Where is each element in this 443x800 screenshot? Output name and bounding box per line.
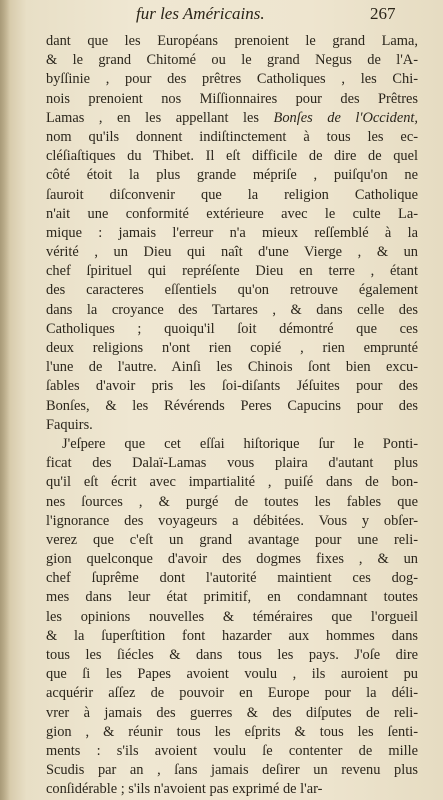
text-segment: vrer à jamais des guerres & des diſputes de reli- <box>46 704 418 721</box>
text-line <box>46 646 418 665</box>
text-segment: & la ſuperſtition font hazarder aux hommes dans <box>46 627 418 644</box>
running-title: fur les Américains. <box>136 4 265 23</box>
text-line <box>46 358 418 377</box>
text-line <box>46 742 418 761</box>
text-segment: n'ait une conformité extérieure avec le culte La- <box>46 205 418 222</box>
text-segment: Lamas , en les appellant les <box>46 109 274 126</box>
text-line <box>46 205 418 224</box>
text-line <box>46 493 418 512</box>
text-segment: nom qu'ils donnent indiſtinctement à tous les ec- <box>46 128 418 145</box>
body-text <box>46 32 418 800</box>
text-segment: cléſiaſtiques du Thibet. Il eſt difficile de dire de quel <box>46 148 418 165</box>
text-line <box>46 166 418 185</box>
text-line <box>46 70 418 89</box>
text-segment: gion , & réunir tous les eſprits & tous les ſenti- <box>46 723 418 740</box>
text-segment: Bonſes, & les Révérends Peres Capucins pour des <box>46 397 418 414</box>
text-line <box>46 454 418 473</box>
text-segment: Catholiques ; quoiqu'il ſoit démontré que ces <box>46 320 418 337</box>
text-line <box>46 224 418 243</box>
text-segment: tous les ſiécles & dans tous les pays. J'oſe dire <box>46 647 418 663</box>
text-line <box>46 320 418 339</box>
italic-text: Bonſes de l'Occident, <box>273 109 419 126</box>
text-line <box>46 90 418 109</box>
text-segment: deux religions n'ont rien copié , rien emprunté <box>46 340 418 356</box>
text-segment: côté étoit la plus grande mépriſe , puiſqu'on ne <box>46 167 418 184</box>
text-segment: J'eſpere que cet eſſai hiſtorique ſur le Ponti- <box>62 435 418 452</box>
text-segment: l'ignorance des voyageurs a débitées. Vous y obſer- <box>46 512 418 529</box>
text-line <box>46 550 418 569</box>
text-line <box>46 281 418 300</box>
running-head <box>0 4 443 30</box>
text-segment: mique : jamais l'erreur n'a mieux reſſemblé à la <box>46 224 418 241</box>
text-line <box>46 147 418 166</box>
paragraph <box>46 32 418 435</box>
text-segment: & le grand Chitomé ou le grand Negus de l'A- <box>46 52 418 69</box>
text-line <box>46 780 418 799</box>
text-line <box>46 588 418 607</box>
text-segment: conſidérable ; s'ils n'avoient pas exprimé de l'ar- <box>46 781 323 798</box>
text-line <box>46 377 418 396</box>
text-segment: vérité , un Dieu qui naît d'une Vierge , & un <box>46 244 418 261</box>
text-segment: verez que c'eſt un grand avantage pour une reli- <box>46 531 418 548</box>
text-segment: Scudis par an , ſans jamais deſirer un revenu plus <box>46 762 418 779</box>
text-line <box>46 704 418 723</box>
page-gutter-shadow <box>0 0 10 800</box>
text-line <box>46 627 418 646</box>
text-line <box>46 109 418 128</box>
text-line <box>46 665 418 684</box>
text-line <box>46 243 418 262</box>
text-line <box>46 339 418 358</box>
text-segment: dans la croyance des Tartares , & dans celle des <box>46 301 418 318</box>
text-segment: des caracteres eſſentiels qu'on retrouve également <box>46 282 418 299</box>
text-segment: byſſinie , pour des prêtres Catholiques , les Chi- <box>46 71 418 88</box>
text-segment: qu'il eſt écrit avec impartialité , puiſé dans de bon- <box>46 474 418 491</box>
text-line <box>46 473 418 492</box>
page-number: 267 <box>370 4 396 23</box>
text-segment: gion quelconque d'avoir des dogmes fixes , & un <box>46 551 418 568</box>
text-segment: acquérir aſſez de pouvoir en Europe pour la déli- <box>46 685 418 702</box>
text-segment: dant que les Européans prenoient le grand Lama, <box>46 33 418 49</box>
text-segment: les opinions nouvelles & téméraires que l'orgueil <box>46 608 418 625</box>
text-line <box>46 32 418 51</box>
text-line <box>46 684 418 703</box>
text-segment: l'une de l'autre. Ainſi les Chinois ſont bien excu- <box>46 359 418 376</box>
text-line <box>46 723 418 742</box>
text-line <box>46 608 418 627</box>
text-segment: ficat des Dalaï-Lamas vous plaira d'autant plus <box>46 455 418 472</box>
text-line <box>46 761 418 780</box>
text-line <box>46 128 418 147</box>
text-line <box>46 531 418 550</box>
text-segment: mes dans leur état primitif, en condamnant toutes <box>46 589 418 606</box>
text-line <box>46 51 418 70</box>
text-segment: ſauroit diſconvenir que la religion Catholique <box>46 186 418 203</box>
text-segment: chef ſpirituel qui repréſente Dieu en terre , étant <box>46 263 418 280</box>
paragraph <box>46 435 418 800</box>
text-segment: chef ſuprême dont l'autorité maintient ces dog- <box>46 570 418 587</box>
text-line <box>46 397 418 416</box>
text-line <box>46 435 418 454</box>
text-segment: ments : s'ils avoient voulu ſe contenter de mille <box>46 742 418 759</box>
text-segment: que ſi les Papes avoient voulu , ils auroient pu <box>46 666 418 683</box>
text-line <box>46 301 418 320</box>
text-line <box>46 569 418 588</box>
text-line <box>46 186 418 205</box>
text-segment: nes ſources , & purgé de toutes les fables que <box>46 493 418 510</box>
text-line <box>46 416 418 435</box>
text-segment: Faquirs. <box>46 416 93 433</box>
text-segment: ſables d'avoir pris les ſoi-diſants Jéſuites pour des <box>46 378 418 395</box>
text-line <box>46 512 418 531</box>
text-segment: nois prenoient nos Miſſionnaires pour des Prêtres <box>46 90 418 107</box>
text-line <box>46 262 418 281</box>
